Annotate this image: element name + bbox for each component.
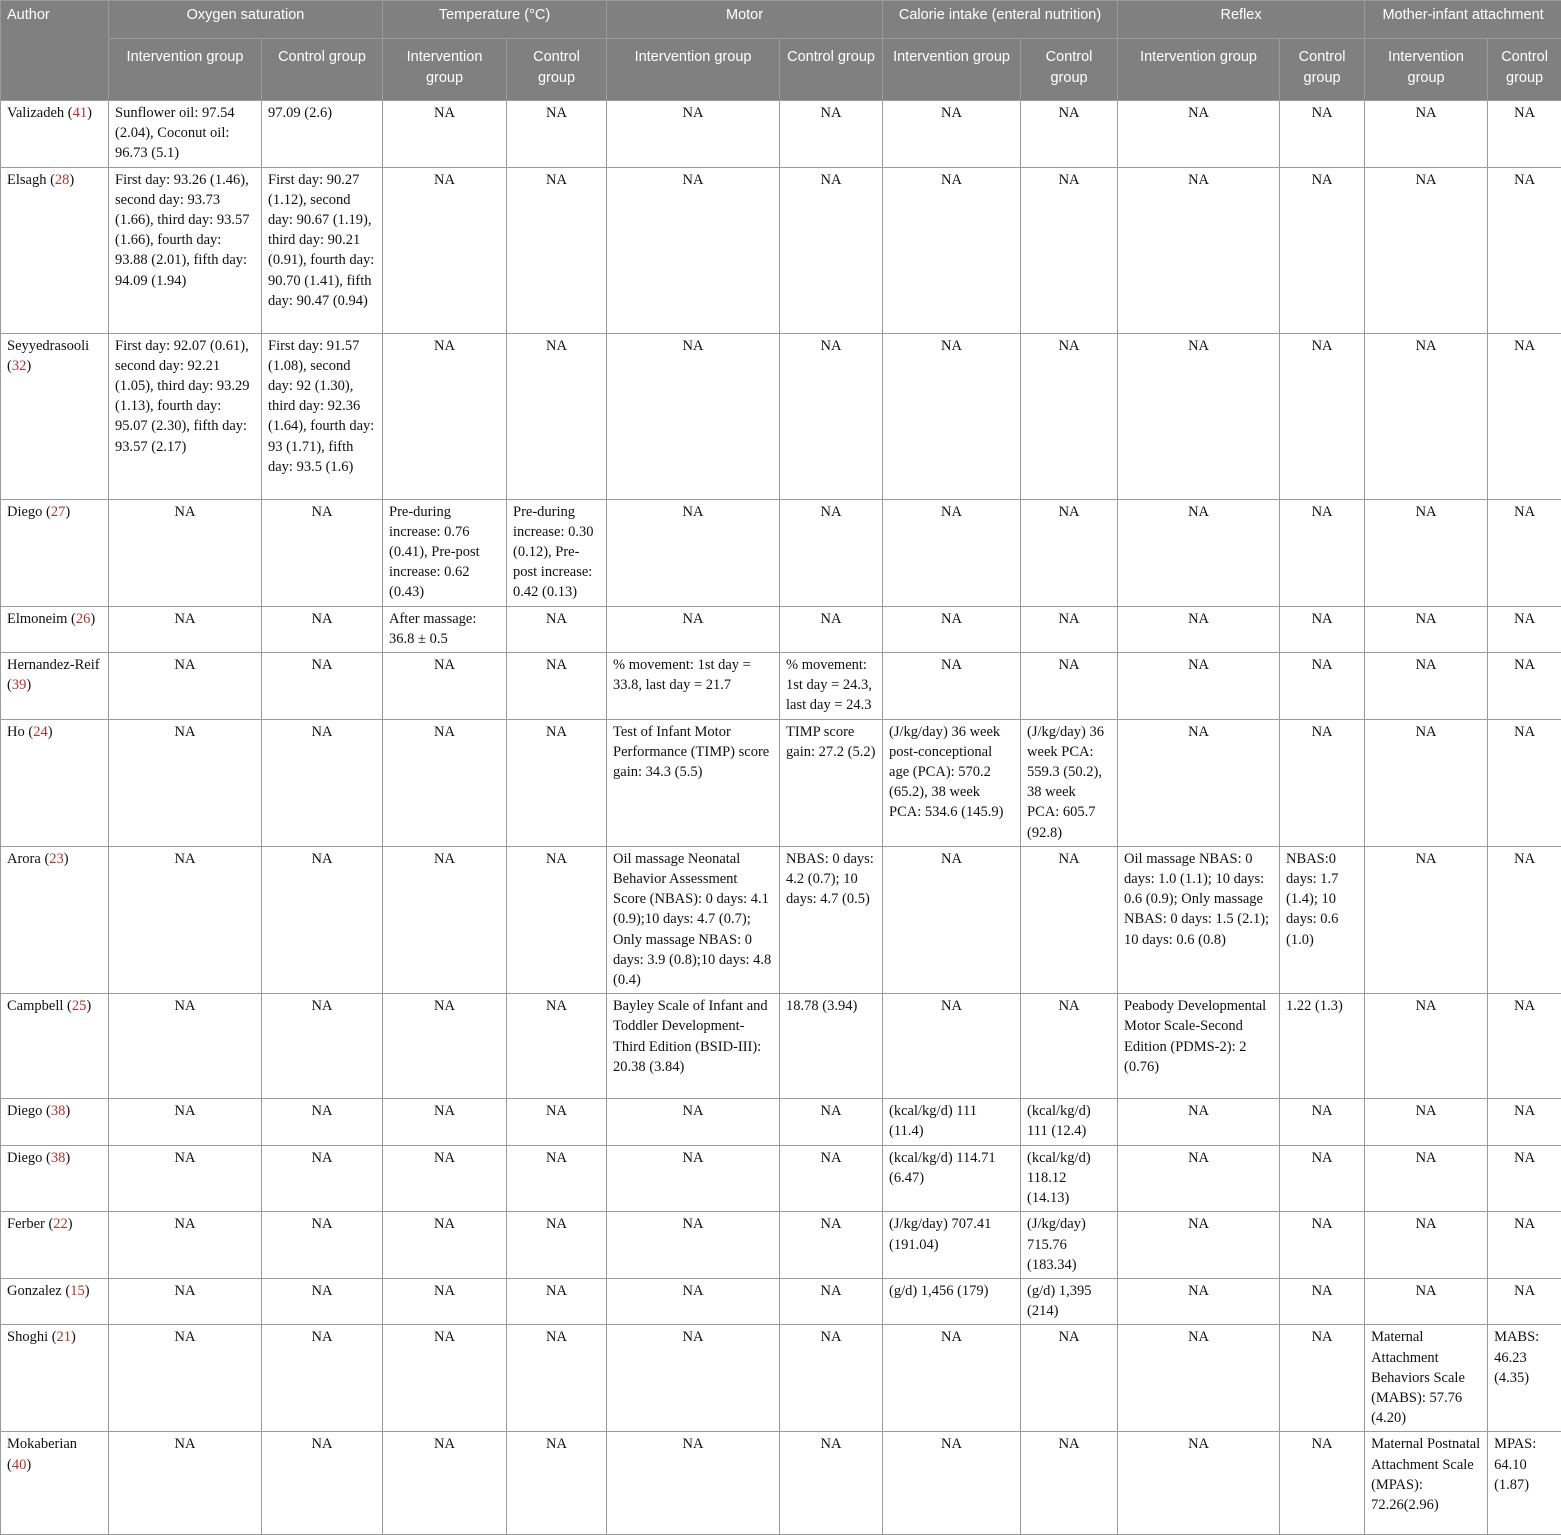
data-cell: NA [507,1145,607,1212]
author-cell [1,846,109,993]
data-cell: NA [383,1099,507,1145]
data-cell: NA [1488,994,1561,1099]
data-cell: NA [780,1278,883,1324]
data-cell: NA [383,101,507,168]
data-cell: NA [883,1432,1021,1535]
data-cell: NA [383,1325,507,1432]
data-cell: MPAS: 64.10 (1.87) [1488,1432,1561,1535]
data-cell: (J/kg/day) 715.76 (183.34) [1021,1212,1118,1279]
author-cell [1,1325,109,1432]
reference-close: ) [85,1283,90,1299]
data-cell: NA [1488,653,1561,720]
reflex-intervention-header: Intervention group [1118,39,1280,101]
data-cell: NA [1365,846,1488,993]
author-cell [1,1432,109,1535]
data-cell: (g/d) 1,456 (179) [883,1278,1021,1324]
data-cell: First day: 90.27 (1.12), second day: 90.67 (1.19), third day: 90.21 (0.91), fourth day: 90.70 (1.41), fifth day: 90.47 (0.94) [262,167,383,333]
data-cell: NA [1021,846,1118,993]
data-cell: NA [383,1432,507,1535]
data-cell: NA [507,994,607,1099]
data-cell: NA [780,1099,883,1145]
reference-link[interactable]: 27 [51,504,66,520]
data-cell: NA [1118,101,1280,168]
data-cell: NA [780,101,883,168]
reference-close: ) [71,1329,76,1345]
table-row [1,1432,1561,1535]
data-cell: NA [1280,1099,1365,1145]
reference-link[interactable]: 22 [53,1216,68,1232]
data-cell: NA [262,653,383,720]
data-cell: NA [1488,846,1561,993]
data-cell: NA [1488,499,1561,606]
data-cell: 18.78 (3.94) [780,994,883,1099]
data-cell: NA [109,1432,262,1535]
data-cell: NA [109,653,262,720]
data-cell: NA [383,719,507,846]
data-cell: NA [109,846,262,993]
data-cell: NA [607,1432,780,1535]
data-cell: NA [109,994,262,1099]
reflex-control-header: Control group [1280,39,1365,101]
data-cell: (g/d) 1,395 (214) [1021,1278,1118,1324]
data-cell: NA [607,101,780,168]
data-cell: NA [1280,1278,1365,1324]
data-cell: NBAS:0 days: 1.7 (1.4); 10 days: 0.6 (1.0) [1280,846,1365,993]
data-cell: NA [607,167,780,333]
data-cell: NA [1021,499,1118,606]
data-cell: NA [262,994,383,1099]
data-cell: NA [1365,1278,1488,1324]
data-cell: NA [1118,1432,1280,1535]
data-cell: NA [383,1212,507,1279]
data-cell: NA [883,1325,1021,1432]
data-cell: NA [507,1212,607,1279]
data-cell: NA [507,1432,607,1535]
data-cell: NA [109,719,262,846]
data-cell: NA [507,846,607,993]
data-cell: NA [109,1325,262,1432]
data-cell: NA [1021,653,1118,720]
reference-link[interactable]: 15 [70,1283,85,1299]
table-row [1,499,1561,606]
data-cell: NA [1118,1212,1280,1279]
data-cell: NA [383,653,507,720]
data-cell: NA [1021,167,1118,333]
header-row-subgroups [1,39,1561,101]
data-cell: NA [1280,101,1365,168]
data-cell: NA [1365,606,1488,652]
author-cell [1,653,109,720]
table-row [1,1278,1561,1324]
author-name: Ferber ( [7,1216,53,1232]
data-cell: NA [607,1145,780,1212]
oxygen-intervention-header: Intervention group [109,39,262,101]
data-cell: (J/kg/day) 36 week post-conceptional age (PCA): 570.2 (65.2), 38 week PCA: 534.6 (145.9) [883,719,1021,846]
data-cell: NA [507,719,607,846]
table-row [1,1325,1561,1432]
data-cell: NA [262,1099,383,1145]
data-cell: NA [1488,167,1561,333]
data-cell: NA [262,1278,383,1324]
data-cell: NA [1365,1145,1488,1212]
author-name: Diego ( [7,504,51,520]
data-cell: NA [1488,1212,1561,1279]
calorie-intervention-header: Intervention group [883,39,1021,101]
data-cell: NA [1021,1432,1118,1535]
data-cell: NA [507,1278,607,1324]
data-cell: (kcal/kg/d) 111 (12.4) [1021,1099,1118,1145]
data-cell: NA [262,1432,383,1535]
data-cell: NA [607,606,780,652]
author-header: Author [1,1,109,101]
data-cell: NA [1280,1145,1365,1212]
author-cell [1,1145,109,1212]
data-cell: NA [607,1278,780,1324]
data-cell: NA [262,606,383,652]
data-cell: Pre-during increase: 0.76 (0.41), Pre-post increase: 0.62 (0.43) [383,499,507,606]
oxygen-control-header: Control group [262,39,383,101]
data-cell: NA [1280,719,1365,846]
data-cell: NA [1280,606,1365,652]
data-cell: 1.22 (1.3) [1280,994,1365,1099]
header-row-groups [1,1,1561,39]
data-cell: MABS: 46.23 (4.35) [1488,1325,1561,1432]
data-cell: NA [262,1325,383,1432]
data-cell: NA [883,994,1021,1099]
author-cell [1,499,109,606]
data-cell: NA [109,1278,262,1324]
data-cell: After massage: 36.8 ± 0.5 [383,606,507,652]
data-cell: NA [383,167,507,333]
data-cell: NA [780,1212,883,1279]
author-name: Mokaberian ( [7,1436,77,1472]
data-cell: NA [607,1099,780,1145]
data-cell: First day: 93.26 (1.46), second day: 93.73 (1.66), third day: 93.57 (1.66), fourth day: 93.88 (2.01), fifth day: 94.09 (1.94) [109,167,262,333]
data-cell: NA [383,846,507,993]
data-cell: NA [607,499,780,606]
table-row [1,167,1561,333]
data-cell: NA [1488,101,1561,168]
data-cell: NA [1118,1278,1280,1324]
data-cell: Maternal Attachment Behaviors Scale (MABS): 57.76 (4.20) [1365,1325,1488,1432]
data-cell: NA [1365,653,1488,720]
author-cell [1,994,109,1099]
table-row [1,719,1561,846]
reference-link[interactable]: 24 [33,724,48,740]
data-cell: NA [1488,1145,1561,1212]
data-cell: NA [262,1145,383,1212]
author-cell [1,101,109,168]
table-body [1,101,1561,1535]
data-cell: NA [1118,167,1280,333]
attachment-intervention-header: Intervention group [1365,39,1488,101]
author-cell [1,1278,109,1324]
author-name: Diego ( [7,1103,51,1119]
reference-link[interactable]: 32 [12,358,27,374]
reference-link[interactable]: 38 [51,1103,66,1119]
reference-close: ) [26,677,31,693]
data-cell: NA [1021,994,1118,1099]
data-cell: 97.09 (2.6) [262,101,383,168]
reference-close: ) [65,1150,70,1166]
data-cell: Peabody Developmental Motor Scale-Second Edition (PDMS-2): 2 (0.76) [1118,994,1280,1099]
data-cell: Bayley Scale of Infant and Toddler Development-Third Edition (BSID-III): 20.38 (3.84) [607,994,780,1099]
data-cell: NA [383,333,507,499]
author-cell [1,333,109,499]
data-cell: NA [507,653,607,720]
author-name: Elmoneim ( [7,611,76,627]
data-cell: % movement: 1st day = 24.3, last day = 24.3 [780,653,883,720]
author-name: Elsagh ( [7,172,55,188]
reference-link[interactable]: 23 [49,851,64,867]
data-cell: (kcal/kg/d) 118.12 (14.13) [1021,1145,1118,1212]
table-row [1,1099,1561,1145]
data-cell: NA [780,1145,883,1212]
data-cell: NA [262,1212,383,1279]
data-cell: NA [262,846,383,993]
data-cell: NA [507,101,607,168]
data-cell: NA [1280,499,1365,606]
data-cell: NA [607,333,780,499]
table-row [1,653,1561,720]
data-cell: NA [883,333,1021,499]
data-cell: NA [507,1099,607,1145]
data-cell: NA [1280,1325,1365,1432]
reference-link[interactable]: 28 [55,172,70,188]
data-cell: NA [1021,101,1118,168]
author-name: Seyyedrasooli ( [7,338,89,374]
data-cell: NA [109,1212,262,1279]
data-cell: NA [109,499,262,606]
table-row [1,1145,1561,1212]
data-cell: NA [1488,606,1561,652]
data-cell: NA [507,333,607,499]
data-cell: NA [1280,1432,1365,1535]
calorie-control-header: Control group [1021,39,1118,101]
data-cell: NA [262,719,383,846]
reference-close: ) [65,504,70,520]
data-cell: NA [1280,1212,1365,1279]
reference-close: ) [26,358,31,374]
table-row [1,606,1561,652]
data-cell: NA [507,1325,607,1432]
data-cell: NA [1365,101,1488,168]
data-cell: NA [109,606,262,652]
data-cell: Oil massage NBAS: 0 days: 1.0 (1.1); 10 days: 0.6 (0.9); Only massage NBAS: 0 days: 1.5 (2.1); 10 days: 0.6 (0.8) [1118,846,1280,993]
data-cell: NA [1280,653,1365,720]
data-cell: NA [1118,1145,1280,1212]
table-header [1,1,1561,101]
author-cell [1,167,109,333]
data-cell: Maternal Postnatal Attachment Scale (MPAS): 72.26(2.96) [1365,1432,1488,1535]
author-name: Hernandez-Reif ( [7,657,100,693]
data-cell: Pre-during increase: 0.30 (0.12), Pre-post increase: 0.42 (0.13) [507,499,607,606]
data-cell: First day: 91.57 (1.08), second day: 92 (1.30), third day: 92.36 (1.64), fourth day: 93 (1.71), fifth day: 93.5 (1.6) [262,333,383,499]
author-cell [1,1212,109,1279]
data-cell: TIMP score gain: 27.2 (5.2) [780,719,883,846]
reference-close: ) [26,1457,31,1473]
reference-link[interactable]: 39 [12,677,27,693]
data-cell: (kcal/kg/d) 111 (11.4) [883,1099,1021,1145]
data-cell: NA [1280,333,1365,499]
data-cell: NA [507,167,607,333]
data-cell: NA [1118,653,1280,720]
motor-control-header: Control group [780,39,883,101]
data-cell: NA [1365,167,1488,333]
reference-link[interactable]: 40 [12,1457,27,1473]
reference-link[interactable]: 26 [76,611,91,627]
table-row [1,846,1561,993]
author-name: Arora ( [7,851,49,867]
reference-link[interactable]: 25 [72,998,87,1014]
oxygen-saturation-header: Oxygen saturation [109,1,383,39]
data-cell: NA [1118,606,1280,652]
reference-link[interactable]: 21 [57,1329,72,1345]
mother-infant-attachment-header: Mother-infant attachment [1365,1,1561,39]
data-cell: NA [1021,1325,1118,1432]
reference-close: ) [48,724,53,740]
reference-link[interactable]: 41 [73,105,88,121]
author-name: Shoghi ( [7,1329,57,1345]
author-name: Ho ( [7,724,33,740]
data-cell: NA [883,606,1021,652]
data-cell: NA [607,1212,780,1279]
data-cell: NA [1280,167,1365,333]
data-cell: NA [883,846,1021,993]
data-cell: Test of Infant Motor Performance (TIMP) score gain: 34.3 (5.5) [607,719,780,846]
temperature-control-header: Control group [507,39,607,101]
data-cell: NA [1365,1099,1488,1145]
data-cell: First day: 92.07 (0.61), second day: 92.21 (1.05), third day: 93.29 (1.13), fourth day: 95.07 (2.30), fifth day: 93.57 (2.17) [109,333,262,499]
data-cell: NA [1118,333,1280,499]
data-cell: NA [1118,499,1280,606]
author-name: Campbell ( [7,998,72,1014]
author-cell [1,719,109,846]
author-name: Gonzalez ( [7,1283,70,1299]
calorie-intake-header: Calorie intake (enteral nutrition) [883,1,1118,39]
reference-close: ) [64,851,69,867]
data-cell: NA [780,333,883,499]
temperature-header: Temperature (°C) [383,1,607,39]
data-cell: NA [780,1432,883,1535]
author-name: Valizadeh ( [7,105,73,121]
data-cell: NA [1021,333,1118,499]
data-cell: NA [1365,333,1488,499]
author-name: Diego ( [7,1150,51,1166]
data-cell: NA [883,653,1021,720]
data-cell: NA [1488,1278,1561,1324]
author-cell [1,606,109,652]
author-cell [1,1099,109,1145]
data-cell: (J/kg/day) 36 week PCA: 559.3 (50.2), 38 week PCA: 605.7 (92.8) [1021,719,1118,846]
data-cell: NA [607,1325,780,1432]
data-cell: NA [1365,994,1488,1099]
data-cell: NA [883,167,1021,333]
data-cell: Sunflower oil: 97.54 (2.04), Coconut oil: 96.73 (5.1) [109,101,262,168]
data-cell: NA [883,499,1021,606]
table-row [1,1212,1561,1279]
data-cell: NA [1365,1212,1488,1279]
reference-close: ) [69,172,74,188]
reference-link[interactable]: 38 [51,1150,66,1166]
data-cell: NA [1118,1325,1280,1432]
data-cell: NA [1118,1099,1280,1145]
table-row [1,101,1561,168]
data-cell: NA [109,1145,262,1212]
data-cell: NA [1365,499,1488,606]
reference-close: ) [65,1103,70,1119]
data-cell: NA [780,606,883,652]
data-cell: NA [1118,719,1280,846]
data-cell: NA [262,499,383,606]
data-cell: % movement: 1st day = 33.8, last day = 21.7 [607,653,780,720]
data-cell: Oil massage Neonatal Behavior Assessment Score (NBAS): 0 days: 4.1 (0.9);10 days: 4.7 (0.7); Only massage NBAS: 0 days: 3.9 (0.8);10 days: 4.8 (0.4) [607,846,780,993]
attachment-control-header: Control group [1488,39,1561,101]
data-cell: NA [1488,333,1561,499]
reference-close: ) [90,611,95,627]
data-cell: NA [1021,606,1118,652]
temperature-intervention-header: Intervention group [383,39,507,101]
data-cell: NA [109,1099,262,1145]
motor-intervention-header: Intervention group [607,39,780,101]
table-row [1,994,1561,1099]
table-row [1,333,1561,499]
data-cell: NA [780,167,883,333]
data-cell: NA [780,1325,883,1432]
data-cell: NA [383,1145,507,1212]
data-cell: NA [1488,1099,1561,1145]
data-cell: NA [383,1278,507,1324]
data-cell: NA [507,606,607,652]
reference-close: ) [86,998,91,1014]
data-cell: (J/kg/day) 707.41 (191.04) [883,1212,1021,1279]
data-cell: NA [883,101,1021,168]
data-cell: NA [383,994,507,1099]
reference-close: ) [87,105,92,121]
reflex-header: Reflex [1118,1,1365,39]
data-cell: NA [1365,719,1488,846]
data-cell: (kcal/kg/d) 114.71 (6.47) [883,1145,1021,1212]
data-cell: NA [780,499,883,606]
motor-header: Motor [607,1,883,39]
reference-close: ) [68,1216,73,1232]
data-cell: NA [1488,719,1561,846]
data-cell: NBAS: 0 days: 4.2 (0.7); 10 days: 4.7 (0.5) [780,846,883,993]
